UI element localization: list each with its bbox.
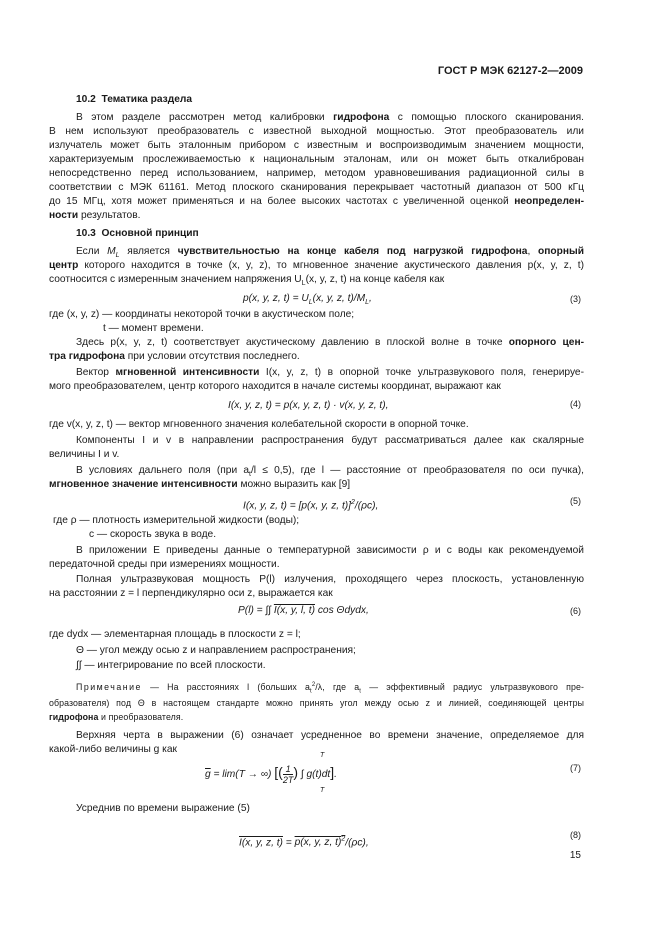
paragraph-line: Верхняя черта в выражении (6) означает усредненное во времени значение, определяемое для (76, 730, 584, 741)
integral-lower-limit: T (320, 787, 325, 794)
paragraph-line: передаточной среды при измерениях мощности. (49, 559, 280, 570)
paragraph-line: ности результатов. (49, 210, 141, 221)
where-clause: Θ — угол между осью z и направлением распространения; (76, 645, 356, 656)
paragraph-line: Компоненты I и v в направлении распространения будут рассматриваться далее как скалярные (76, 435, 584, 446)
paragraph-line: Усреднив по времени выражение (5) (76, 803, 250, 814)
note-line: образователя) под Θ в настоящем стандарте можно принять угол между осью z и линией, соединяющей центры (49, 698, 584, 708)
where-clause: где (x, y, z) — координаты некоторой точки в акустическом поле; (49, 309, 355, 320)
equation-number: (8) (570, 830, 581, 840)
paragraph-line: тра гидрофона при условии отсутствия последнего. (49, 351, 300, 362)
paragraph-line: Полная ультразвуковая мощность P(l) излучения, проходящего через плоскость, установленную (76, 574, 584, 585)
paragraph-line: Если $M_L$ является чувствительностью на конце кабеля под нагрузкой гидрофона, опорный (76, 246, 584, 260)
equation-number: (5) (570, 496, 581, 506)
paragraph-line: мгновенное значение интенсивности можно выразить как [9] (49, 479, 351, 490)
where-clause: где ρ — плотность измерительной жидкости (воды); (53, 515, 300, 526)
equation-3: p(x, y, z, $t) = U_L(x$, y, z, $t)/M_L$, (243, 293, 372, 307)
page-number: 15 (569, 850, 581, 861)
equation-number: (3) (570, 294, 581, 304)
paragraph-line: Здесь p(x, y, z, t) соответствует акустическому давлению в плоской волне в точке опорного цен- (76, 337, 584, 348)
paragraph-line: Вектор мгновенной интенсивности I(x, y, z, t) в опорной точке ультразвукового поля, генерируе- (76, 367, 584, 378)
paragraph-line: какой-либо величины g как (49, 744, 177, 755)
equation-4: I(x, y, z, t) = p(x, y, z, t) · v(x, y, z, t), (228, 400, 389, 411)
equation-7: $\overline{g} = \lim(T$ → ∞) [( $\frac{1}{2T}$ ) ∫ g(t)dt]. (205, 764, 337, 785)
where-clause: c — скорость звука в воде. (89, 529, 217, 540)
paragraph-line: соотносится с измеренным значением напряжения $U_L(x$, y, z, t) на конце кабеля как (49, 274, 445, 288)
paragraph-line: соответствии с МЭК 61161. Метод плоского сканирования перекрывает частотный диапазон от 500 кГц (49, 182, 584, 193)
paragraph-line: на расстоянии z = l перпендикулярно оси z, выражается как (49, 588, 333, 599)
paragraph-line: величины I и v. (49, 449, 120, 460)
note-line: гидрофона и преобразователя. (49, 712, 184, 722)
equation-6: P(l) = ∫∫ I(x, y, l, t) cos Θdydx, (238, 605, 369, 616)
paragraph-line: до 15 МГц, хотя может применяться и на более высоких частотах с увеличенной оценкой неопределен- (49, 196, 584, 207)
note-line: Примечание — На расстояниях l (больших $a_t^2/\lambda$, где $a_t$ — эффективный радиус ультразвукового пре- (76, 681, 584, 695)
equation-number: (4) (570, 399, 581, 409)
paragraph-line: В условиях дальнего поля (при $a_t/l \le 0,5$), где l — расстояние от преобразователя по оси пучка), (76, 465, 584, 479)
section-10-3-heading: 10.3 Основной принцип (76, 228, 199, 239)
where-clause: где v(x, y, z, t) — вектор мгновенного значения колебательной скорости в опорной точке. (49, 419, 469, 430)
paragraph-line: характеризуемым прослеживаемостью к национальным эталонам, или он может быть откалиброван (49, 154, 584, 165)
paragraph-line: В нем используют преобразователь с известной выходной мощностью. Этот преобразователь или (49, 126, 584, 137)
where-clause: где dydx — элементарная площадь в плоскости z = l; (49, 629, 301, 640)
document-header: ГОСТ Р МЭК 62127-2—2009 (437, 65, 583, 77)
paragraph-line: В этом разделе рассмотрен метод калибровки гидрофона с помощью плоского сканирования. (76, 112, 584, 123)
paragraph-line: излучатель может быть эталонным прибором с известным и воспроизводимым значением мощности, (49, 140, 584, 151)
paragraph-line: мого преобразователем, центр которого находится в начале системы координат, выражают как (49, 381, 501, 392)
paragraph-line: центр которого находится в точке (x, y, z), то мгновенное значение акустического давления p(x, y, z, t) (49, 260, 584, 271)
equation-5: I(x, y, z, t) = [p(x, y, z, t)]$^2$/(ρc), (243, 499, 379, 512)
equation-number: (7) (570, 763, 581, 773)
section-10-2-heading: 10.2 Тематика раздела (76, 94, 193, 105)
equation-8: I(x, y, z, t) = p(x, y, z, t)$^2$/(ρc), (239, 836, 369, 849)
where-clause: ∫∫ — интегрирование по всей плоскости. (76, 660, 266, 671)
paragraph-line: В приложении E приведены данные о температурной зависимости ρ и c воды как рекомендуемой (76, 545, 584, 556)
paragraph-line: непосредственно перед использованием, например, методом уравновешивания радиационной силы в (49, 168, 584, 179)
equation-number: (6) (570, 606, 581, 616)
where-clause: t — момент времени. (103, 323, 204, 334)
integral-upper-limit: T (320, 752, 325, 759)
